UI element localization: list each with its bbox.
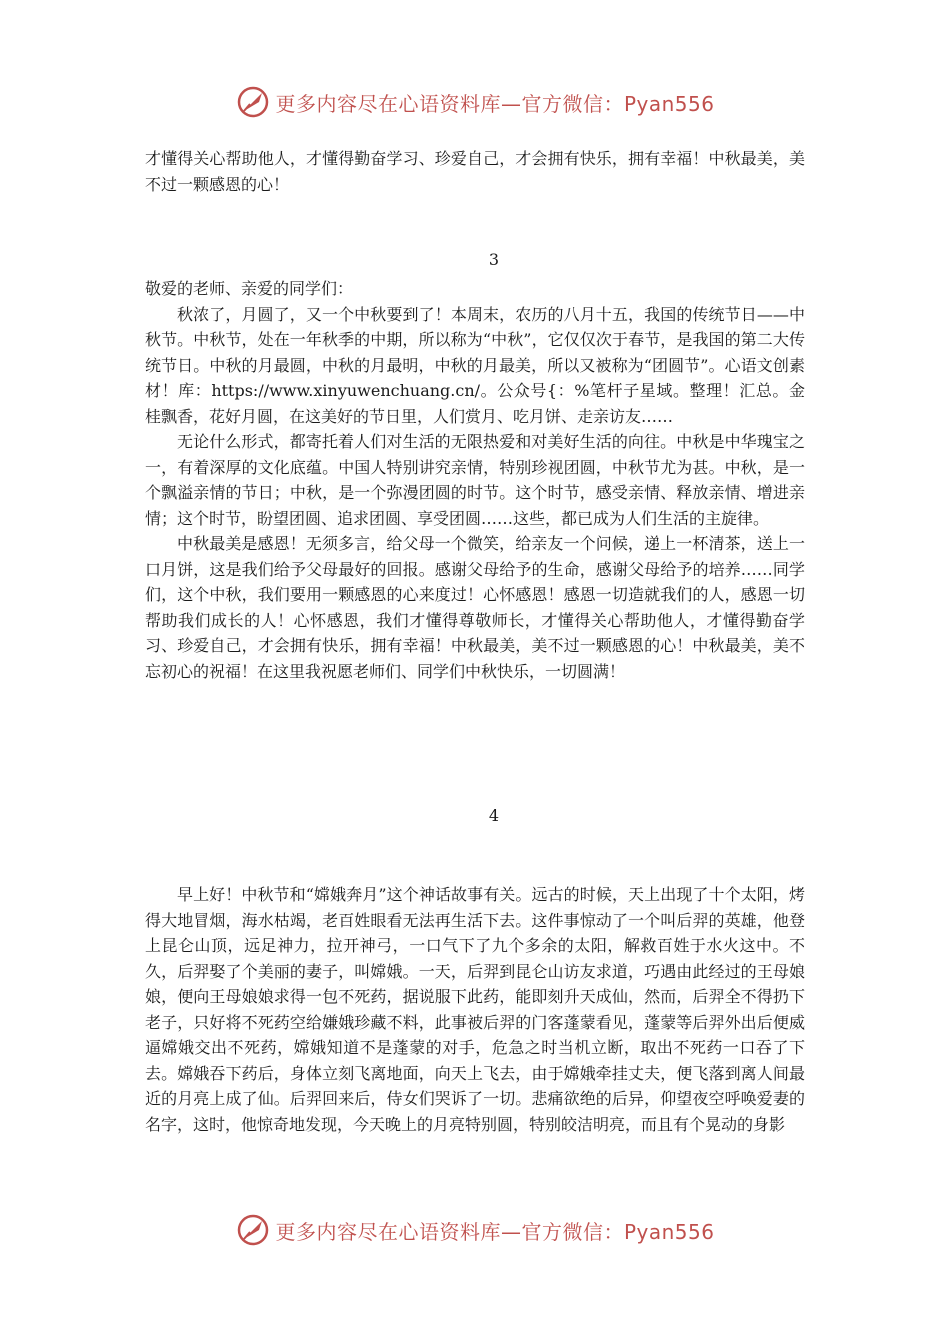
salutation: 敬爱的老师、亲爱的同学们： [145,279,354,298]
paragraph: 才懂得关心帮助他人，才懂得勤奋学习、珍爱自己，才会拥有快乐，拥有幸福！中秋最美，美不过一颗感恩的心！ [145,149,805,194]
section-4 [145,882,805,1137]
paragraph: 早上好！中秋节和“嫦娥奔月”这个神话故事有关。远古的时候，天上出现了十个太阳，烤得大地冒烟，海水枯竭，老百姓眼看无法再生活下去。这件事惊动了一个叫后羿的英雄，他登上昆仑山顶，远足神力，拉开神弓，一口气下了九个多余的太阳，解救百姓于水火这中。不久，后羿娶了个美丽的妻子，叫嫦娥。一天，后羿到昆仑山访友求道，巧遇由此经过的王母娘娘，便向王母娘娘求得一包不死药，据说服下此药，能即刻升天成仙，然而，后羿全不得扔下老子，只好将不死药空给嫌娥珍藏不料，此事被后羿的门客蓬蒙看见，蓬蒙等后羿外出后便威逼嫦娥交出不死药，嫦娥知道不是蓬蒙的对手，危急之时当机立断，取出不死药一口吞了下去。嫦娥吞下药后，身体立刻飞离地面，向天上飞去，由于嫦娥牵挂丈夫，便飞落到离人间最近的月亮上成了仙。后羿回来后，侍女们哭诉了一切。悲痛欲绝的后异，仰望夜空呼唤爱妻的名字，这时，他惊奇地发现，今天晚上的月亮特别圆，特别皎洁明亮，而且有个晃动的身影 [145,885,805,1134]
quill-logo-icon [235,84,271,120]
footer-banner [0,1210,950,1250]
paragraph: 无论什么形式，都寄托着人们对生活的无限热爱和对美好生活的向往。中秋是中华瑰宝之一，有着深厚的文化底蕴。中国人特别讲究亲情，特别珍视团圆，中秋节尤为甚。中秋，是一个飘溢亲情的节日；中秋，是一个弥漫团圆的时节。这个时节，感受亲情、释放亲情、增进亲情；这个时节，盼望团圆、追求团圆、享受团圆……这些，都已成为人们生活的主旋律。 [145,432,805,528]
quill-logo-icon [235,1212,271,1248]
section-3 [145,276,805,684]
text-block-1 [145,146,805,197]
banner-text: 更多内容尽在心语资料库—官方微信：Pyan556 [275,1219,715,1244]
section-number-3: 3 [488,250,500,269]
banner-text: 更多内容尽在心语资料库—官方微信：Pyan556 [275,91,715,116]
section-number-4: 4 [488,806,500,825]
paragraph: 秋浓了，月圆了，又一个中秋要到了！本周末，农历的八月十五，我国的传统节日——中秋节。中秋节，处在一年秋季的中期，所以称为“中秋”，它仅仅次于春节，是我国的第二大传统节日。中秋的月最圆，中秋的月最明，中秋的月最美，所以又被称为“团圆节”。心语文创素材！库：https://www.xinyuwenchuang.cn/。公众号{：%笔杆子星域。整理！汇总。金桂飘香，花好月圆，在这美好的节日里，人们赏月、吃月饼、走亲访友…… [145,304,805,426]
header-banner [0,82,950,122]
paragraph: 中秋最美是感恩！无须多言，给父母一个微笑，给亲友一个问候，递上一杯清茶，送上一口月饼，这是我们给予父母最好的回报。感谢父母给予的生命，感谢父母给予的培养……同学们，这个中秋，我们要用一颗感恩的心来度过！心怀感恩！感恩一切造就我们的人，感恩一切帮助我们成长的人！心怀感恩，我们才懂得尊敬师长，才懂得关心帮助他人，才懂得勤奋学习、珍爱自己，才会拥有快乐，拥有幸福！中秋最美，美不过一颗感恩的心！中秋最美，美不忘初心的祝福！在这里我祝愿老师们、同学们中秋快乐，一切圆满！ [145,534,805,681]
